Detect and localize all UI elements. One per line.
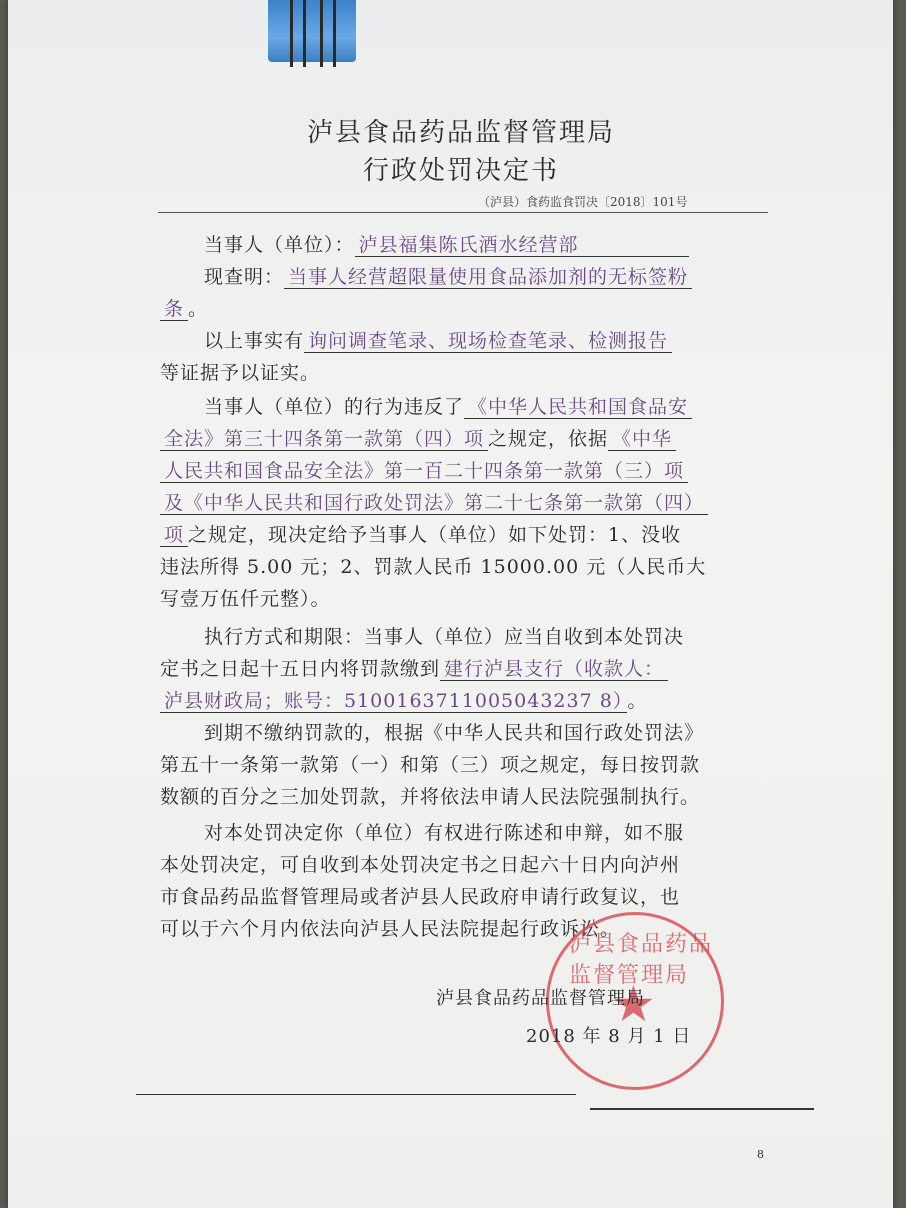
finding-label: 现查明： [204,266,285,288]
execution-prefix: 定书之日起十五日内将罚款缴到 [160,658,441,680]
party-line [204,230,689,257]
violation-line-4 [160,488,708,515]
violation-prefix: 当事人（单位）的行为违反了 [204,396,465,418]
violation-mid: 之规定，依据 [488,428,609,450]
violation-line-1 [204,392,692,419]
binder-clip [268,0,356,62]
party-label: 当事人（单位）： [204,234,355,256]
execution-line-3 [160,686,647,713]
appeal-line-1: 对本处罚决定你（单位）有权进行陈述和申辩，如不服 [204,822,685,844]
violation-line-2 [160,424,676,451]
overdue-line-3: 数额的百分之三加处罚款，并将依法申请人民法院强制执行。 [160,786,701,808]
law3-text: 及《中华人民共和国行政处罚法》第二十七条第一款第（四） [160,492,708,515]
decision-line [160,520,681,547]
evidence-prefix: 以上事实有 [204,330,305,352]
document-page [8,0,893,1208]
law2-text-1: 《中华 [608,428,676,451]
execution-line-2 [160,654,668,681]
decision-text: 之规定，现决定给予当事人（单位）如下处罚：1、没收 [188,524,682,546]
execution-end: 。 [627,690,648,712]
seal-star-icon: ★ [611,975,656,1033]
party-name: 泸县福集陈氏酒水经营部 [355,234,689,257]
footer-divider-left [136,1094,576,1095]
finding-text-2: 条 [160,298,188,321]
finding-line-2 [160,294,208,321]
law1-text-1: 《中华人民共和国食品安 [464,396,692,419]
document-title-type: 行政处罚决定书 [362,156,559,186]
finding-text-1: 当事人经营超限量使用食品添加剂的无标签粉 [284,266,692,289]
law3-end: 项 [160,524,188,547]
penalty-line-3: 写壹万伍仟元整）。 [160,588,331,610]
penalty-line-2: 违法所得 5.00 元；2、罚款人民币 15000.00 元（人民币大 [160,556,707,578]
appeal-line-3: 市食品药品监督管理局或者泸县人民政府申请行政复议，也 [160,886,681,908]
issuer-signature: 泸县食品药品监督管理局 [436,988,645,1009]
evidence-text: 询问调查笔录、现场检查笔录、检测报告 [304,330,672,353]
document-number: （泸县）食药监食罚决〔2018〕101号 [478,195,688,209]
evidence-line-1 [204,326,672,353]
execution-line-1: 执行方式和期限：当事人（单位）应当自收到本处罚决 [204,626,685,648]
law1-text-2: 全法》第三十四条第一款第（四）项 [160,428,488,451]
violation-line-3 [160,456,688,483]
overdue-line-2: 第五十一条第一款第（一）和第（三）项之规定，每日按罚款 [160,754,701,776]
appeal-line-4: 可以于六个月内依法向泸县人民法院提起行政诉讼。 [160,918,621,940]
finding-line-1 [204,262,692,289]
overdue-line-1: 到期不缴纳罚款的，根据《中华人民共和国行政处罚法》 [204,722,705,744]
finding-end: 。 [188,298,209,320]
header-divider [158,212,768,213]
bank-text-2: 泸县财政局；账号：5100163711005043237 8） [160,690,627,713]
seal-text: 泸县食品药品监督管理局 [569,932,714,988]
document-title-agency: 泸县食品药品监督管理局 [306,118,615,148]
bank-text-1: 建行泸县支行（收款人： [440,658,668,681]
page-number: 8 [757,1148,764,1161]
issue-date: 2018 年 8 月 1 日 [526,1026,692,1047]
appeal-line-2: 本处罚决定，可自收到本处罚决定书之日起六十日内向泸州 [160,854,681,876]
evidence-line-2: 等证据予以证实。 [160,362,321,384]
law2-text-2: 人民共和国食品安全法》第一百二十四条第一款第（三）项 [160,460,688,483]
footer-divider-right [590,1108,814,1110]
